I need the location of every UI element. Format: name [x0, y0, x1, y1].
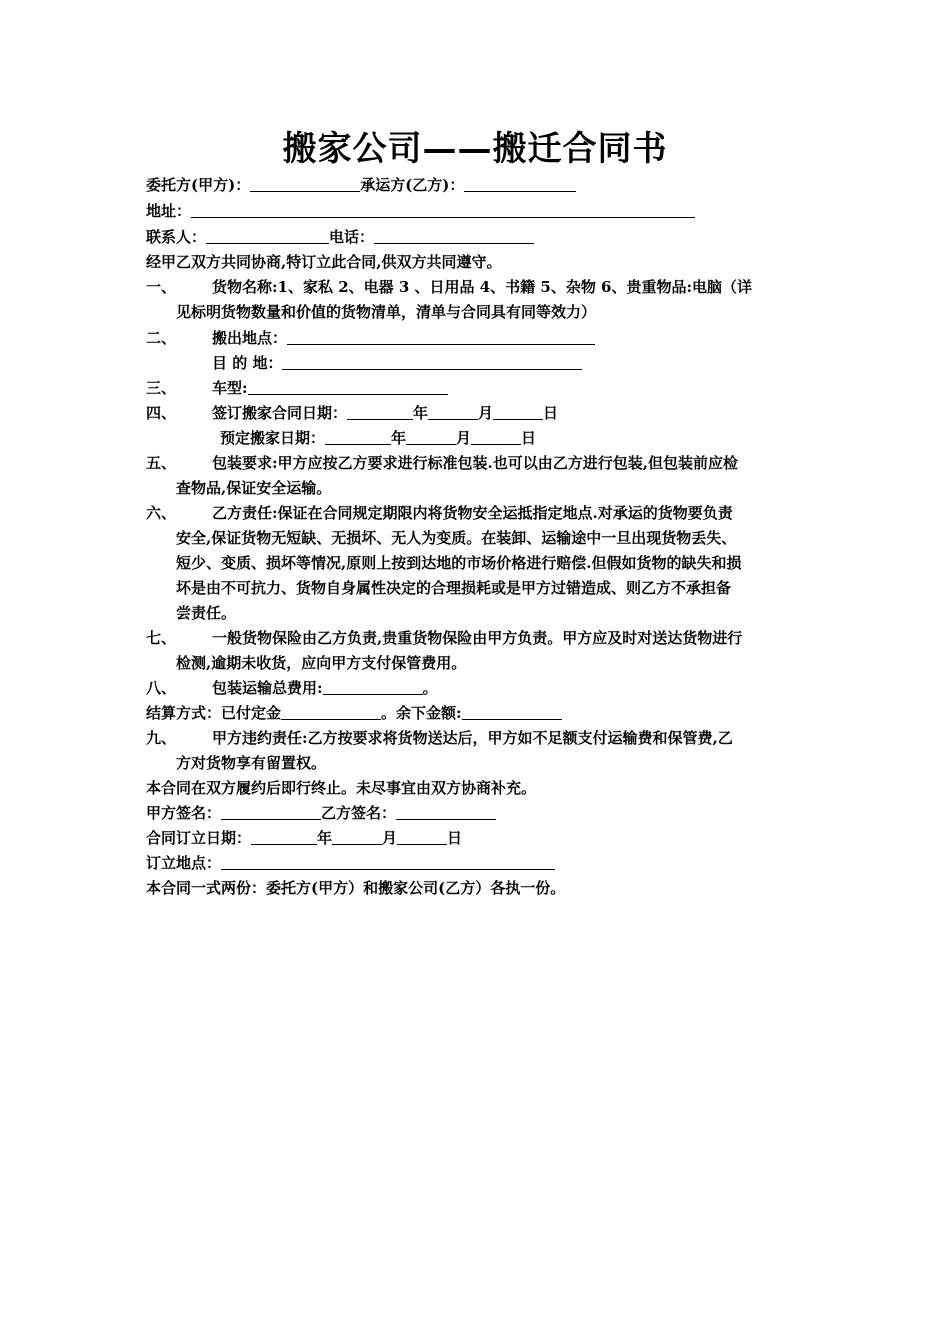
- clause-3-line: [146, 376, 810, 401]
- clause-6-number: 六、: [146, 504, 177, 522]
- to-blank[interactable]: [282, 352, 582, 370]
- to-label: 目 的 地：: [212, 354, 283, 372]
- clause-9-number: 九、: [146, 729, 177, 747]
- place-blank[interactable]: [221, 852, 555, 870]
- day-label: 日: [521, 429, 537, 447]
- signature-line: [146, 801, 810, 826]
- day-label: 日: [543, 404, 559, 422]
- contract-year-blank[interactable]: [251, 827, 317, 845]
- move-month-blank[interactable]: [406, 427, 456, 445]
- month-label: 月: [456, 429, 472, 447]
- move-year-blank[interactable]: [325, 427, 391, 445]
- clause-6-text-c: 短少、变质、损坏等情况,原则上按到达地的市场价格进行赔偿.但假如货物的缺失和损: [176, 554, 742, 572]
- clause-5-number: 五、: [146, 454, 177, 472]
- carrier-blank[interactable]: [464, 174, 576, 192]
- phone-label: 电话：: [329, 228, 375, 246]
- address-blank[interactable]: [191, 200, 695, 218]
- sign-a-label: 甲方签名：: [146, 804, 222, 822]
- payment-line: [146, 701, 810, 726]
- total-fee-blank[interactable]: [323, 677, 423, 695]
- sign-month-blank[interactable]: [428, 402, 478, 420]
- clause-6-text-a: 乙方责任:保证在合同规定期限内将货物安全运抵指定地点.对承运的货物要负责: [212, 504, 733, 522]
- document-title: 搬家公司——搬迁合同书: [282, 129, 668, 169]
- clause-7-text-b: 检测,逾期未收货，应向甲方支付保管费用。: [176, 654, 467, 672]
- vehicle-label: 车型:: [212, 379, 248, 397]
- year-label: 年: [413, 404, 429, 422]
- clause-4-line-a: [146, 401, 810, 426]
- month-label: 月: [478, 404, 494, 422]
- clause-1-line-a: [146, 275, 810, 300]
- sign-day-blank[interactable]: [493, 402, 543, 420]
- clause-5-text-a: 包装要求:甲方应按乙方要求进行标准包装.也可以由乙方进行包装,但包装前应检: [212, 454, 738, 472]
- clause-4-line-b: [146, 426, 884, 451]
- client-blank[interactable]: [250, 174, 360, 192]
- sign-a-blank[interactable]: [221, 802, 321, 820]
- phone-blank[interactable]: [374, 226, 534, 244]
- address-label: 地址：: [146, 202, 192, 220]
- payment-label: 结算方式：已付定金: [146, 704, 282, 722]
- year-label: 年: [391, 429, 407, 447]
- deposit-blank[interactable]: [281, 702, 381, 720]
- clause-6-text-e: 尝责任。: [176, 604, 237, 622]
- clause-9-line-a: [146, 726, 810, 751]
- intro-line: 经甲乙双方共同协商,特订立此合同,供双方共同遵守。: [146, 253, 502, 271]
- copies-line: 本合同一式两份：委托方(甲方）和搬家公司(乙方）各执一份。: [146, 879, 566, 897]
- from-label: 搬出地点：: [212, 329, 288, 347]
- clause-5-line-a: [146, 451, 810, 476]
- contact-blank[interactable]: [206, 226, 329, 244]
- clause-1-text-b: 见标明货物数量和价值的货物清单，清单与合同具有同等效力）: [176, 303, 597, 321]
- clause-8-line: [146, 676, 810, 701]
- clause-1-text-a: 货物名称:1、家私 2、电器 3 、日用品 4、书籍 5、杂物 6、贵重物品:电脑（详: [212, 278, 753, 296]
- clause-2-number: 二、: [146, 329, 177, 347]
- sign-b-blank[interactable]: [396, 802, 496, 820]
- contract-date-label: 合同订立日期：: [146, 829, 252, 847]
- clause-2-line-a: [146, 326, 810, 351]
- clause-1-number: 一、: [146, 278, 177, 296]
- sign-b-label: 乙方签名：: [321, 804, 397, 822]
- contact-label: 联系人：: [146, 228, 207, 246]
- client-carrier-line: [146, 173, 810, 198]
- balance-label: 。余下金额:: [381, 704, 462, 722]
- balance-blank[interactable]: [462, 702, 562, 720]
- clause-5-text-b: 查物品,保证安全运输。: [176, 479, 332, 497]
- place-label: 订立地点：: [146, 854, 222, 872]
- sign-year-blank[interactable]: [347, 402, 413, 420]
- clause-6-text-d: 坏是由不可抗力、货物自身属性决定的合理损耗或是甲方过错造成、则乙方不承担备: [176, 579, 732, 597]
- clause-6-text-b: 安全,保证货物无短缺、无损坏、无人为变质。在装卸、运输途中一旦出现货物丢失、: [176, 529, 737, 547]
- move-day-blank[interactable]: [471, 427, 521, 445]
- clause-4-number: 四、: [146, 404, 177, 422]
- clause-7-text-a: 一般货物保险由乙方负责,贵重货物保险由甲方负责。甲方应及时对送达货物进行: [212, 629, 743, 647]
- sign-date-label: 签订搬家合同日期：: [212, 404, 348, 422]
- contract-day-blank[interactable]: [397, 827, 447, 845]
- client-label: 委托方(甲方)：: [146, 176, 251, 194]
- contact-line: [146, 225, 810, 250]
- total-fee-end: 。: [422, 679, 438, 697]
- clause-8-number: 八、: [146, 679, 177, 697]
- clause-7-number: 七、: [146, 629, 177, 647]
- month-label: 月: [382, 829, 398, 847]
- clause-2-line-b: [146, 351, 876, 376]
- day-label: 日: [447, 829, 463, 847]
- contract-date-line: [146, 826, 810, 851]
- clause-7-line-a: [146, 626, 810, 651]
- from-blank[interactable]: [287, 327, 595, 345]
- clause-6-line-a: [146, 501, 810, 526]
- vehicle-blank[interactable]: [248, 377, 448, 395]
- address-line: [146, 199, 810, 224]
- termination-line: 本合同在双方履约后即行终止。未尽事宜由双方协商补充。: [146, 779, 537, 797]
- clause-9-text-b: 方对货物享有留置权。: [176, 754, 327, 772]
- contract-month-blank[interactable]: [332, 827, 382, 845]
- place-line: [146, 851, 810, 876]
- year-label: 年: [317, 829, 333, 847]
- total-fee-label: 包装运输总费用:: [212, 679, 323, 697]
- carrier-label: 承运方(乙方)：: [360, 176, 465, 194]
- move-date-label: 预定搬家日期：: [220, 429, 326, 447]
- clause-3-number: 三、: [146, 379, 177, 397]
- clause-9-text-a: 甲方违约责任:乙方按要求将货物送达后，甲方如不足额支付运输费和保管费,乙: [212, 729, 733, 747]
